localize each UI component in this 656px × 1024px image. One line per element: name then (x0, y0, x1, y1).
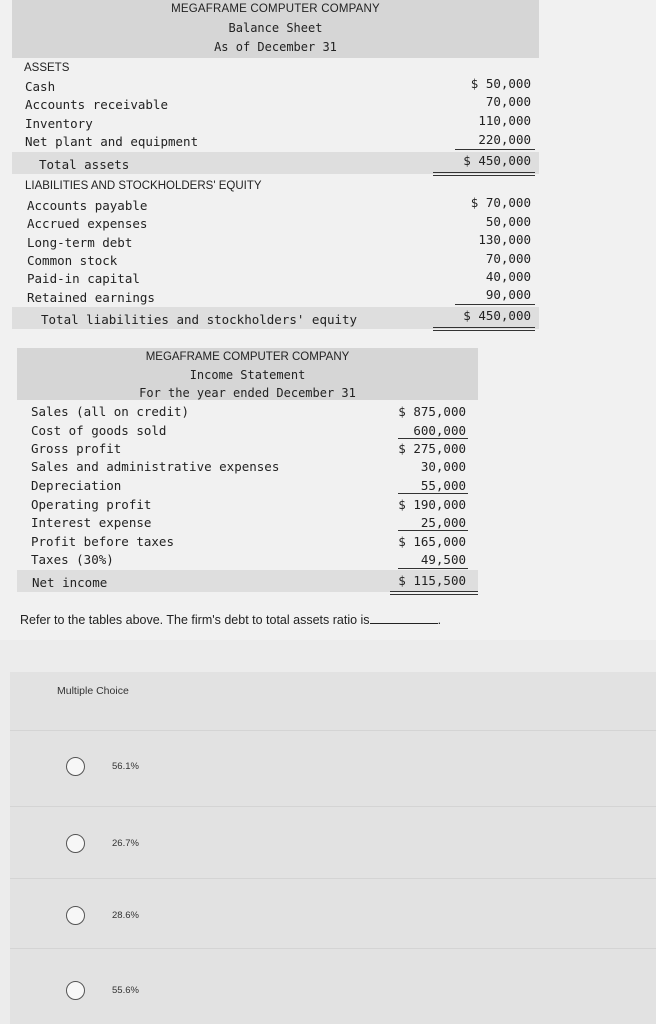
asset-label: Inventory (25, 116, 93, 131)
multiple-choice-title: Multiple Choice (57, 685, 129, 697)
total-assets-label: Total assets (39, 157, 130, 172)
option-label: 56.1% (112, 761, 139, 772)
liability-label: Accounts payable (27, 198, 148, 213)
radio-button[interactable] (66, 906, 85, 925)
income-statement-title: Income Statement (189, 368, 306, 382)
liability-value: 50,000 (485, 214, 531, 229)
income-value: 49,500 (420, 552, 466, 567)
asset-label: Accounts receivable (25, 97, 168, 112)
income-value: 25,000 (420, 515, 466, 530)
liabilities-heading: LIABILITIES AND STOCKHOLDERS' EQUITY (25, 180, 262, 192)
option-divider (10, 948, 656, 949)
income-statement-header (17, 348, 478, 400)
balance-sheet-company: MEGAFRAME COMPUTER COMPANY (171, 3, 380, 15)
balance-sheet-date: As of December 31 (214, 40, 337, 54)
liability-label: Paid-in capital (27, 271, 140, 286)
subtotal-rule (455, 304, 535, 305)
double-rule-top (390, 591, 478, 592)
option-label: 55.6% (112, 985, 139, 996)
question-prompt: Refer to the tables above. The firm's debt to total assets ratio is . (20, 613, 442, 627)
income-label: Taxes (30%) (31, 552, 114, 567)
liability-label: Long-term debt (27, 235, 133, 250)
income-label: Cost of goods sold (31, 423, 167, 438)
double-rule-top (433, 327, 535, 328)
income-label: Interest expense (31, 515, 152, 530)
answer-blank (370, 613, 438, 624)
double-rule-top (433, 172, 535, 173)
asset-value: $ 50,000 (470, 76, 531, 91)
income-value: 30,000 (420, 459, 466, 474)
answer-option-b[interactable] (62, 834, 622, 874)
liability-value: 90,000 (485, 287, 531, 302)
asset-value: 220,000 (478, 132, 531, 147)
option-label: 26.7% (112, 838, 139, 849)
income-label: Operating profit (31, 497, 152, 512)
income-value: $ 275,000 (398, 441, 466, 456)
liability-value: $ 70,000 (470, 195, 531, 210)
balance-sheet-header (12, 0, 539, 58)
income-value: 600,000 (413, 423, 466, 438)
net-income-value: $ 115,500 (398, 573, 466, 588)
income-value: $ 165,000 (398, 534, 466, 549)
total-liabilities-equity-label: Total liabilities and stockholders' equity (41, 312, 358, 327)
income-label: Depreciation (31, 478, 122, 493)
income-statement-period: For the year ended December 31 (139, 386, 356, 400)
answer-option-c[interactable] (62, 906, 622, 946)
income-label: Profit before taxes (31, 534, 174, 549)
income-label: Sales (all on credit) (31, 404, 190, 419)
option-divider (10, 878, 656, 879)
balance-sheet-title: Balance Sheet (228, 21, 323, 35)
liability-value: 130,000 (478, 232, 531, 247)
assets-heading: ASSETS (24, 62, 70, 74)
net-income-label: Net income (32, 575, 108, 590)
option-divider (10, 730, 656, 731)
question-text: Refer to the tables above. The firm's debt to total assets ratio is (20, 613, 370, 627)
radio-button[interactable] (66, 981, 85, 1000)
income-label: Gross profit (31, 441, 122, 456)
subtotal-rule (398, 568, 468, 569)
radio-button[interactable] (66, 757, 85, 776)
subtotal-rule (398, 493, 468, 494)
income-value: $ 190,000 (398, 497, 466, 512)
liability-label: Accrued expenses (27, 216, 148, 231)
double-rule-bottom (433, 175, 535, 176)
income-value: $ 875,000 (398, 404, 466, 419)
liability-value: 70,000 (485, 251, 531, 266)
income-statement-company: MEGAFRAME COMPUTER COMPANY (145, 351, 350, 363)
subtotal-rule (398, 530, 468, 531)
asset-label: Cash (25, 79, 56, 94)
total-assets-value: $ 450,000 (463, 153, 531, 168)
liability-label: Retained earnings (27, 290, 155, 305)
liability-label: Common stock (27, 253, 118, 268)
asset-value: 110,000 (478, 113, 531, 128)
income-value: 55,000 (420, 478, 466, 493)
double-rule-bottom (390, 594, 478, 595)
liability-value: 40,000 (485, 269, 531, 284)
option-divider (10, 806, 656, 807)
double-rule-bottom (433, 330, 535, 331)
subtotal-rule (455, 149, 535, 150)
total-liabilities-equity-value: $ 450,000 (463, 308, 531, 323)
answer-option-d[interactable] (62, 981, 622, 1021)
income-label: Sales and administrative expenses (31, 459, 280, 474)
answer-option-a[interactable] (62, 757, 622, 797)
subtotal-rule (398, 438, 468, 439)
option-label: 28.6% (112, 910, 139, 921)
asset-value: 70,000 (485, 94, 531, 109)
radio-button[interactable] (66, 834, 85, 853)
asset-label: Net plant and equipment (25, 134, 199, 149)
